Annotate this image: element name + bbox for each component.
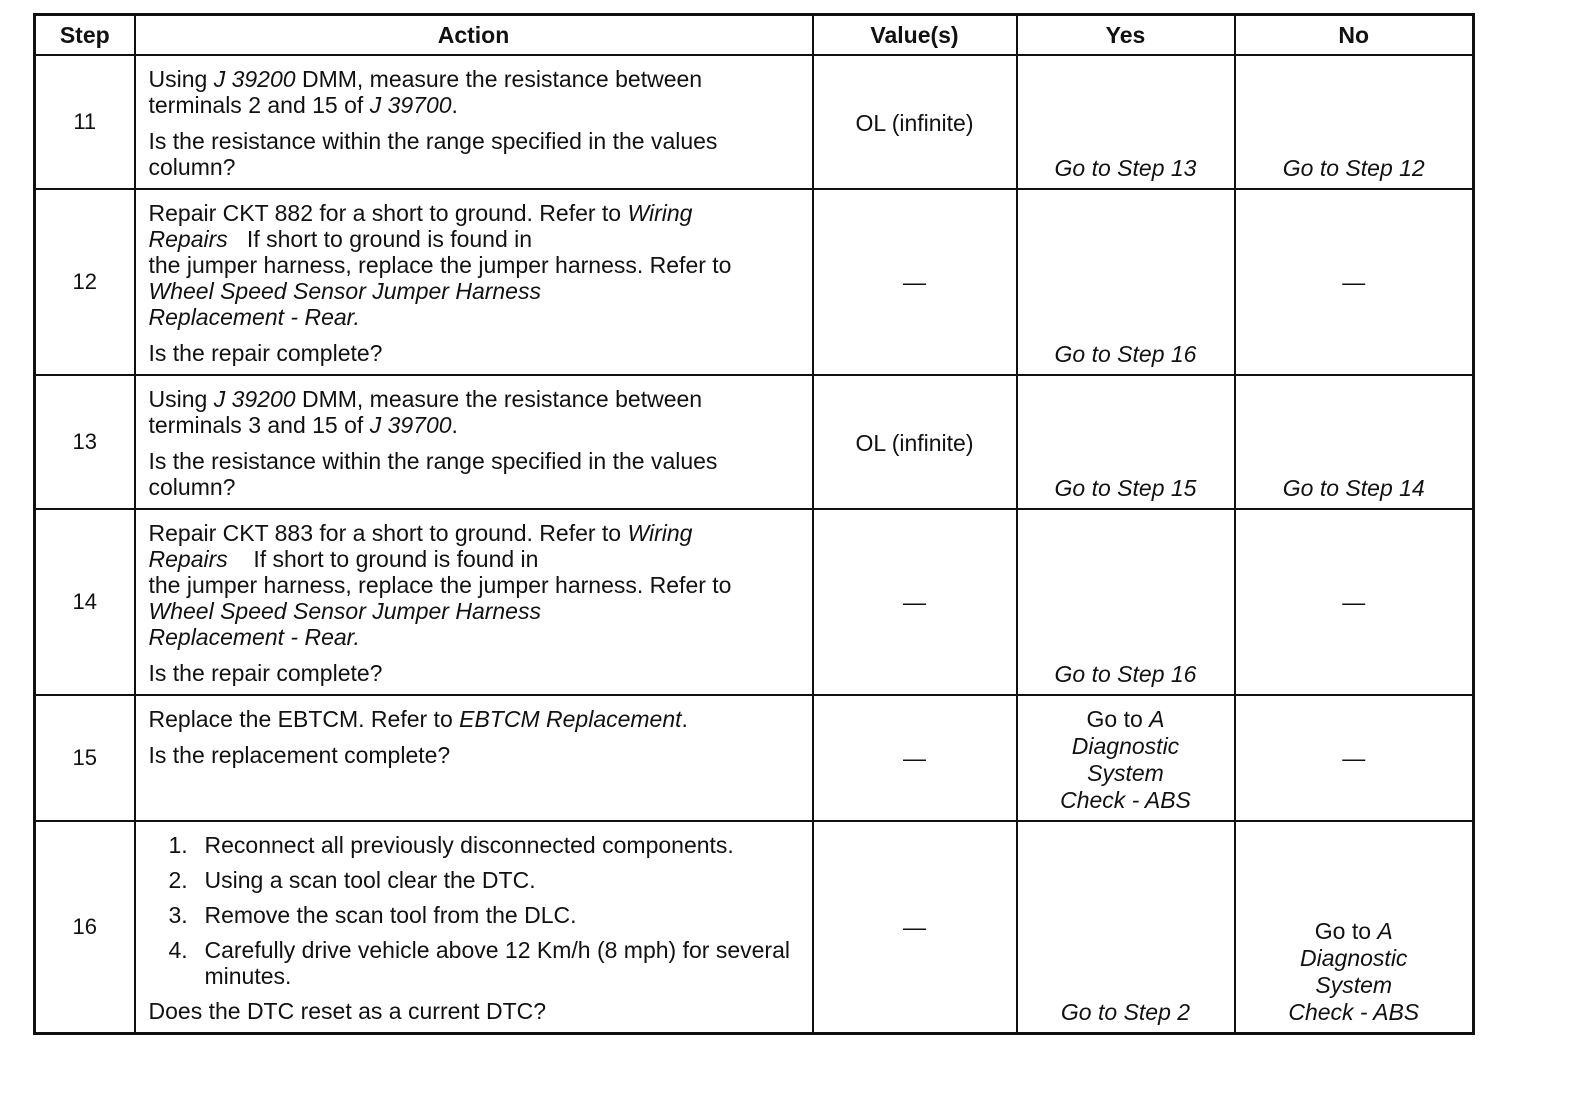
header-step: Step (35, 15, 135, 56)
step-number: 12 (35, 189, 135, 375)
tool-ref: J 39700 (369, 92, 452, 118)
header-row (35, 15, 1474, 56)
action-cell: Replace the EBTCM. Refer to EBTCM Replacement. Is the replacement complete? (135, 695, 813, 821)
step-number: 15 (35, 695, 135, 821)
table-row (35, 821, 1474, 1034)
step-number: 13 (35, 375, 135, 509)
value-cell: — (813, 821, 1017, 1034)
no-cell: — (1235, 509, 1474, 695)
header-no: No (1235, 15, 1474, 56)
no-cell: Go to A Diagnostic System Check - ABS (1235, 821, 1474, 1034)
value-cell: — (813, 695, 1017, 821)
reference-link: Wheel Speed Sensor Jumper Harness (148, 278, 541, 304)
action-line: Using J 39200 DMM, measure the resistance between (148, 66, 703, 92)
yes-cell: Go to Step 13 (1017, 55, 1235, 189)
action-cell (135, 821, 813, 1034)
reference-link: EBTCM Replacement (459, 706, 682, 732)
tool-ref: J 39200 (213, 386, 296, 412)
reference-link: Wheel Speed Sensor Jumper Harness (148, 598, 541, 624)
step-number: 11 (35, 55, 135, 189)
action-cell (135, 55, 813, 189)
table-row (35, 375, 1474, 509)
tool-ref: J 39200 (213, 66, 296, 92)
action-question: Is the repair complete? (148, 660, 383, 686)
header-action: Action (135, 15, 813, 56)
action-cell: Using J 39200 DMM, measure the resistance between terminals 3 and 15 of J 39700. Is the resistance within the range specified in the values column? (135, 375, 813, 509)
reference-link: Wiring (627, 200, 693, 226)
instruction-list (149, 832, 800, 989)
reference-link: Replacement - Rear. (148, 624, 360, 650)
action-question: Is the repair complete? (148, 340, 383, 366)
table-row (35, 695, 1474, 821)
header-yes: Yes (1017, 15, 1235, 56)
action-cell: Repair CKT 883 for a short to ground. Refer to Wiring Repairs If short to ground is found in the jumper harness, replace the jumper harness. Refer to Wheel Speed Sensor Jumper Harness Replacement - Rear. Is the repair complete? (135, 509, 813, 695)
action-question: Is the resistance within the range specified in the values column? (148, 448, 718, 500)
no-cell: Go to Step 12 (1235, 55, 1474, 189)
table-row (35, 55, 1474, 189)
action-cell: Repair CKT 882 for a short to ground. Refer to Wiring Repairs If short to ground is found in the jumper harness, replace the jumper harness. Refer to Wheel Speed Sensor Jumper Harness Replacement - Rear. Is the repair complete? (135, 189, 813, 375)
value-cell: — (813, 189, 1017, 375)
action-question: Does the DTC reset as a current DTC? (148, 998, 547, 1024)
no-cell: — (1235, 189, 1474, 375)
action-question: Is the replacement complete? (148, 742, 451, 768)
table-row (35, 509, 1474, 695)
value-cell: OL (infinite) (813, 375, 1017, 509)
list-item: 3. Remove the scan tool from the DLC. (168, 902, 577, 928)
reference-link: Replacement - Rear. (148, 304, 360, 330)
action-line: terminals 2 and 15 of J 39700. (148, 92, 458, 118)
step-number: 14 (35, 509, 135, 695)
reference-link: Repairs (148, 546, 228, 572)
reference-link: Repairs (148, 226, 228, 252)
no-cell: Go to Step 14 (1235, 375, 1474, 509)
yes-cell: Go to Step 16 (1017, 189, 1235, 375)
yes-cell: Go to A Diagnostic System Check - ABS (1017, 695, 1235, 821)
header-values: Value(s) (813, 15, 1017, 56)
table-row (35, 189, 1474, 375)
step-number: 16 (35, 821, 135, 1034)
tool-ref: J 39700 (369, 412, 452, 438)
value-cell: OL (infinite) (813, 55, 1017, 189)
value-cell: — (813, 509, 1017, 695)
action-question: Is the resistance within the range specified in the values column? (148, 128, 718, 180)
yes-cell: Go to Step 16 (1017, 509, 1235, 695)
reference-link: Wiring (627, 520, 693, 546)
diagnostic-table (33, 13, 1475, 1035)
no-cell: — (1235, 695, 1474, 821)
list-item: 1. Reconnect all previously disconnected components. (168, 832, 734, 858)
list-item: 4. Carefully drive vehicle above 12 Km/h (8 mph) for several minutes. (168, 937, 790, 989)
list-item: 2. Using a scan tool clear the DTC. (168, 867, 536, 893)
yes-cell: Go to Step 2 (1017, 821, 1235, 1034)
yes-cell: Go to Step 15 (1017, 375, 1235, 509)
